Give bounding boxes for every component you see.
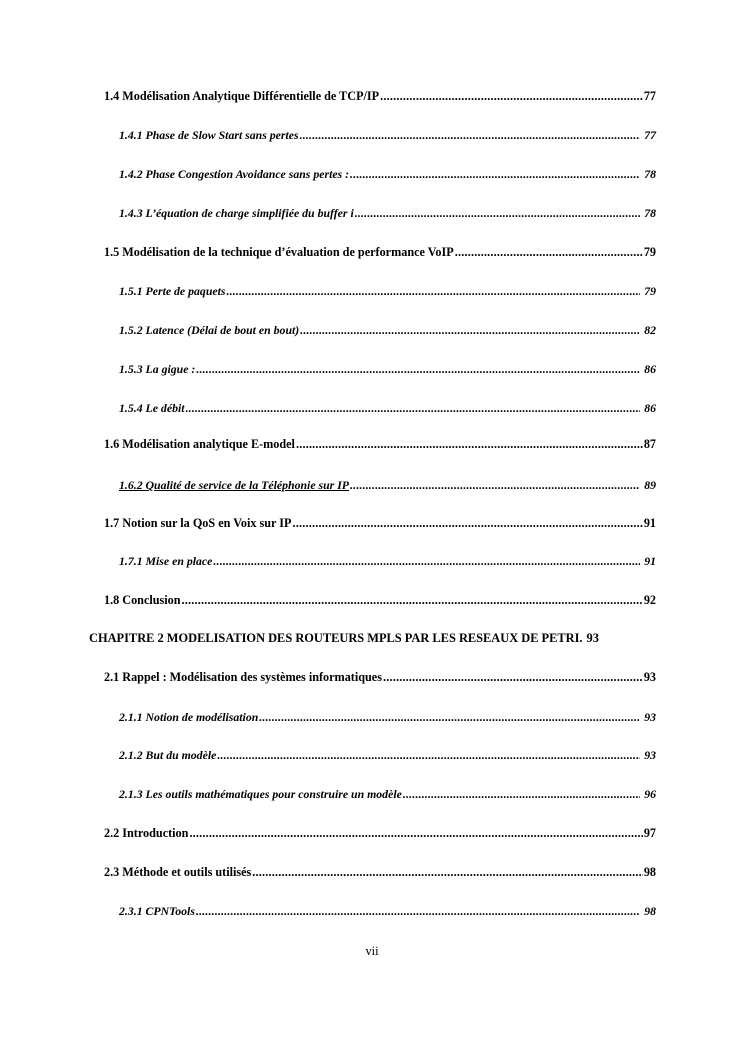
toc-entry-title: CHAPITRE 2 MODELISATION DES ROUTEURS MPLS PAR LES RESEAUX DE PETRI. bbox=[89, 631, 583, 645]
toc-entry-title: 1.4.3 L’équation de charge simplifiée du buffer i bbox=[119, 206, 354, 220]
dot-leader bbox=[182, 592, 643, 608]
toc-entry-page: 79 bbox=[643, 245, 656, 259]
dot-leader bbox=[259, 709, 640, 725]
toc-entry-page: 98 bbox=[644, 904, 656, 918]
toc-entry-page: 77 bbox=[643, 89, 656, 103]
toc-entry-page: 96 bbox=[644, 787, 656, 801]
toc-entry-title: 2.3.1 CPNTools bbox=[119, 904, 195, 918]
toc-entry[interactable] bbox=[104, 515, 656, 531]
dot-leader bbox=[300, 322, 640, 338]
toc-entry-title: 1.4.1 Phase de Slow Start sans pertes bbox=[119, 128, 299, 142]
dot-leader bbox=[196, 361, 640, 377]
toc-entry-page: 91 bbox=[643, 516, 656, 530]
toc-entry[interactable] bbox=[104, 244, 656, 260]
toc-entry-title: 1.4 Modélisation Analytique Différentielle de TCP/IP bbox=[104, 89, 380, 103]
toc-entry-page: 91 bbox=[644, 554, 656, 568]
dot-leader bbox=[189, 825, 642, 841]
toc-entry-title: 1.6 Modélisation analytique E-model bbox=[104, 437, 295, 451]
toc-entry[interactable] bbox=[104, 864, 656, 880]
toc-entry-title: 1.5.4 Le débit bbox=[119, 401, 185, 415]
toc-entry-page: 93 bbox=[586, 631, 599, 645]
dot-leader bbox=[455, 244, 643, 260]
page-number: vii bbox=[365, 944, 379, 958]
toc-entry[interactable] bbox=[119, 205, 656, 221]
dot-leader bbox=[403, 786, 640, 802]
dot-leader bbox=[217, 747, 640, 763]
toc-entry-page: 82 bbox=[644, 323, 656, 337]
toc-entry[interactable] bbox=[119, 127, 656, 143]
toc-entry[interactable] bbox=[119, 283, 656, 299]
toc-entry[interactable] bbox=[104, 436, 656, 452]
dot-leader bbox=[296, 436, 643, 452]
dot-leader bbox=[355, 205, 640, 221]
toc-entry-page: 92 bbox=[643, 593, 656, 607]
toc-entry-title: 1.5 Modélisation de la technique d’évaluation de performance VoIP bbox=[104, 245, 454, 259]
toc-entry[interactable] bbox=[119, 747, 656, 763]
dot-leader bbox=[380, 88, 643, 104]
dot-leader bbox=[252, 864, 643, 880]
toc-entry[interactable] bbox=[119, 166, 656, 182]
toc-entry-page: 93 bbox=[644, 710, 656, 724]
toc-entry-title: 1.5.2 Latence (Délai de bout en bout) bbox=[119, 323, 300, 337]
toc-entry-title: 2.2 Introduction bbox=[104, 826, 189, 840]
dot-leader bbox=[213, 553, 640, 569]
toc-entry-title: 2.3 Méthode et outils utilisés bbox=[104, 865, 252, 879]
toc-entry-page: 98 bbox=[643, 865, 656, 879]
dot-leader bbox=[196, 903, 640, 919]
toc-entry-page: 93 bbox=[643, 670, 656, 684]
toc-entry-page: 97 bbox=[643, 826, 656, 840]
toc-entry[interactable] bbox=[119, 786, 656, 802]
toc-entry-title: 2.1.3 Les outils mathématiques pour construire un modèle bbox=[119, 787, 402, 801]
toc-entry[interactable] bbox=[119, 709, 656, 725]
toc-entry-page: 86 bbox=[644, 362, 656, 376]
toc-entry-page: 79 bbox=[644, 284, 656, 298]
toc-entry-title: 1.6.2 Qualité de service de la Téléphonie sur IP bbox=[119, 478, 350, 492]
toc-entry[interactable] bbox=[104, 825, 656, 841]
dot-leader bbox=[186, 400, 641, 416]
toc-entry-title: 1.5.3 La gigue : bbox=[119, 362, 196, 376]
toc-entry-title: 1.4.2 Phase Congestion Avoidance sans pertes : bbox=[119, 167, 350, 181]
toc-entry-page: 86 bbox=[644, 401, 656, 415]
toc-entry-title: 1.7 Notion sur la QoS en Voix sur IP bbox=[104, 516, 292, 530]
dot-leader bbox=[300, 127, 641, 143]
toc-entry-page: 87 bbox=[643, 437, 656, 451]
toc-entry[interactable] bbox=[119, 903, 656, 919]
toc-entry-title: 2.1.1 Notion de modélisation bbox=[119, 710, 259, 724]
dot-leader bbox=[292, 515, 642, 531]
toc-entry-title: 1.8 Conclusion bbox=[104, 593, 181, 607]
dot-leader bbox=[383, 669, 643, 685]
toc-chapter-entry[interactable] bbox=[89, 630, 656, 646]
toc-entry-title: 2.1.2 But du modèle bbox=[119, 748, 217, 762]
toc-entry-page: 77 bbox=[644, 128, 656, 142]
toc-entry-title: 1.7.1 Mise en place bbox=[119, 554, 213, 568]
toc-entry-title: 1.5.1 Perte de paquets bbox=[119, 284, 226, 298]
toc-entry[interactable] bbox=[104, 88, 656, 104]
toc-entry[interactable] bbox=[104, 669, 656, 685]
toc-entry-page: 93 bbox=[644, 748, 656, 762]
toc-entry[interactable] bbox=[104, 592, 656, 608]
toc-entry[interactable] bbox=[119, 477, 656, 493]
toc-entry-page: 89 bbox=[644, 478, 656, 492]
toc-entry-page: 78 bbox=[644, 167, 656, 181]
dot-leader bbox=[350, 477, 640, 493]
dot-leader bbox=[350, 166, 640, 182]
toc-entry[interactable] bbox=[119, 322, 656, 338]
toc-entry-title: 2.1 Rappel : Modélisation des systèmes informatiques bbox=[104, 670, 382, 684]
toc-entry-page: 78 bbox=[644, 206, 656, 220]
dot-leader bbox=[226, 283, 640, 299]
toc-entry[interactable] bbox=[119, 361, 656, 377]
toc-entry[interactable] bbox=[119, 553, 656, 569]
toc-entry[interactable] bbox=[119, 400, 656, 416]
